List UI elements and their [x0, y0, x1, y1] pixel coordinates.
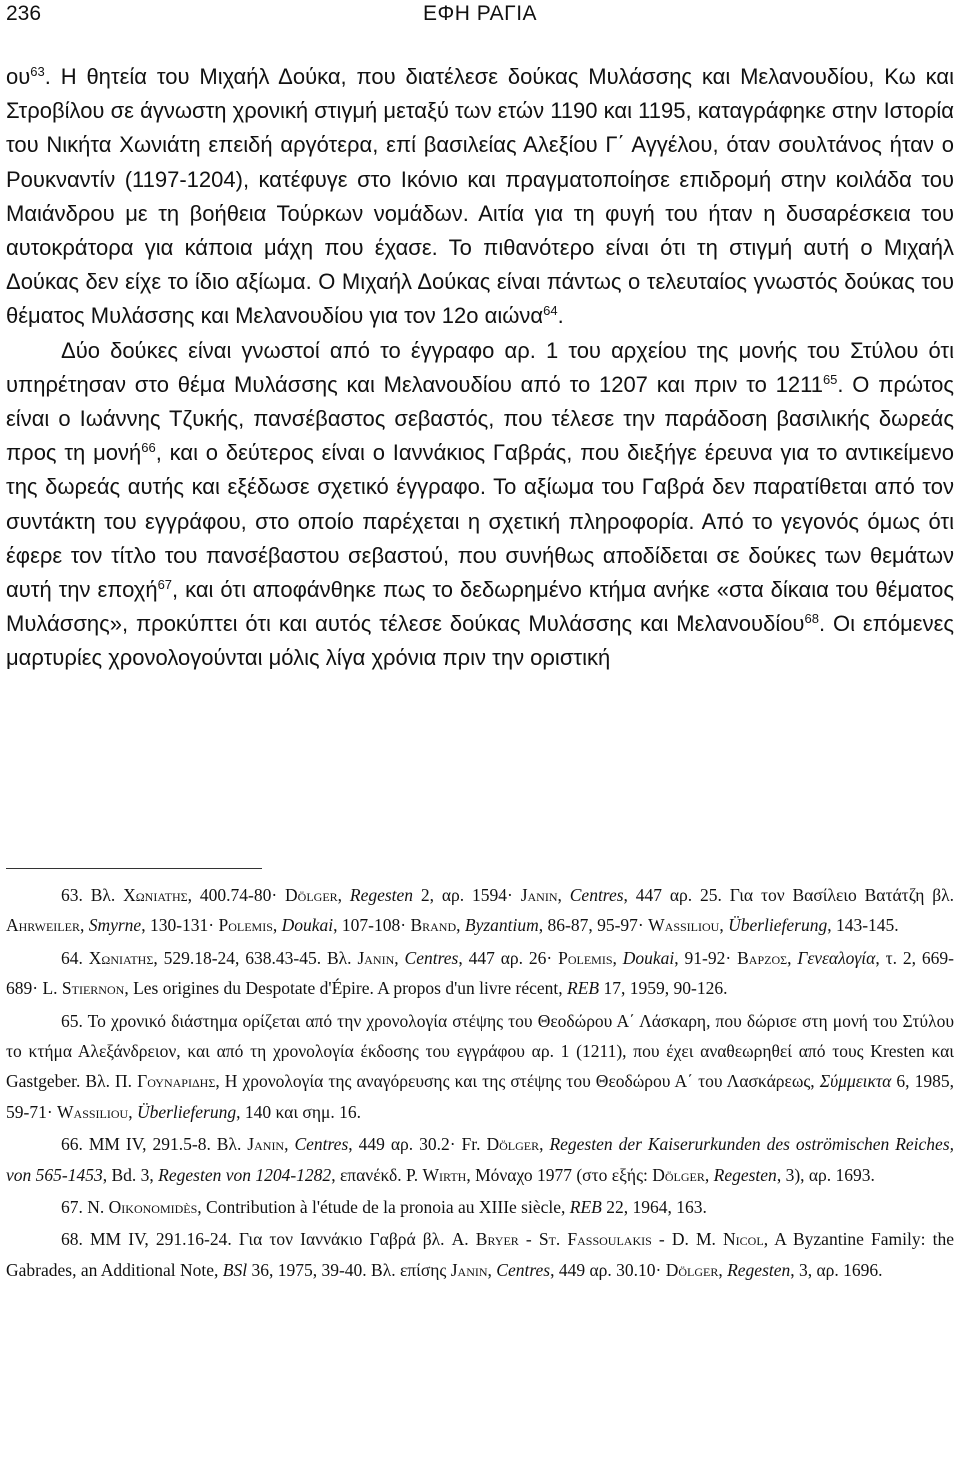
footnote-ref: 67	[157, 577, 173, 593]
text-run: . Ο πρώτος είναι ο Ιωάννης Τζυκής, πανσέβαστος σεβαστός, που τέλεσε την παράδοση βασιλικής δωρεάς προς τη μονή	[6, 371, 954, 466]
text-run: , και ότι αποφάνθηκε πως το δεδωρημένο κτήμα ανήκε «στα δίκαια του θέματος Μυλάσσης», προκύπτει ότι και αυτός τέλεσε δούκας Μυλάσσης και Μελανουδίου	[6, 577, 954, 637]
text-run: Δύο δούκες είναι γνωστοί από το έγγραφο αρ. 1 του αρχείου της μονής του Στύλου ότι υπηρέτησαν στο θέμα Μυλάσσης και Μελανουδίου από το 1207 και πριν το 1211	[6, 337, 954, 397]
footnote-ref: 68	[804, 611, 819, 627]
text-run: , και ο δεύτερος είναι ο Ιαννάκιος Γαβράς, που διεξήγε έρευνα για το αντικείμενο της δωρεάς αυτής και εξέδωσε σχετικό έγγραφο. Το αξίωμα του Γαβρά δεν παρατίθεται από τον συντάκτη του εγγράφου, στο οποίο παρέχεται η σχετική πληροφορία. Από το γεγονός όμως ότι έφερε τον τίτλο του πανσέβαστου σεβαστού, που συνήθως αποδίδεται σε δούκες των θεμάτων αυτή την εποχή	[6, 440, 954, 603]
main-text	[6, 60, 954, 676]
footnote-65: 65. Το χρονικό διάστημα ορίζεται από την χρονολογία στέψης του Θεοδώρου Α΄ Λάσκαρη, που δώρισε στη μονή του Στύλου το κτήμα Αλεξάνδρειον, και από τη χρονολογία έκδοσης του εγγράφου αρ. 1 (1211), που έχει αναθεωρηθεί από τους Kresten και Gastgeber. Βλ. Π. Γουναριδης, Η χρονολογία της αναγόρευσης και της στέψης του Θεοδώρου Α΄ του Λασκάρεως, Σύμμεικτα 6, 1985, 59-71· Wassiliou, Überlieferung, 140 και σημ. 16.	[6, 1010, 954, 1122]
text-run: . Οι επόμενες μαρτυρίες χρονολογούνται μόλις λίγα χρόνια πριν την οριστική	[6, 611, 954, 671]
page-header	[0, 0, 960, 40]
footnote-67: 67. N. Oikonomidès, Contribution à l'étude de la pronoia au XIIIe siècle, REB 22, 1964, 163.	[61, 1197, 707, 1218]
footnote-63: 63. Βλ. Χωνιατης, 400.74-80· Dölger, Regesten 2, αρ. 1594· Janin, Centres, 447 αρ. 25. Για τον Βασίλειο Βατάτζη βλ. Ahrweiler, Smyrne, 130-131· Polemis, Doukai, 107-108· Brand, Byzantium, 86-87, 95-97· Wassiliou, Überlieferung, 143-145.	[6, 885, 955, 936]
footnote-64: 64. Χωνιατης, 529.18-24, 638.43-45. Βλ. Janin, Centres, 447 αρ. 26· Polemis, Doukai, 91-92· Βαρζος, Γενεαλογία, τ. 2, 669-689· L. Stiernon, Les origines du Despotate d'Épire. A propos d'un livre récent, REB 17, 1959, 90-126.	[6, 947, 955, 999]
text-run: ου	[6, 64, 31, 89]
footnotes	[6, 880, 954, 1287]
text-run: . Η θητεία του Μιχαήλ Δούκα, που διατέλεσε δούκας Μυλάσσης και Μελανουδίου, Κω και Στροβίλου σε άγνωστη χρονική στιγμή μεταξύ των ετών 1190 και 1195, καταγράφηκε στην Ιστορία του Νικήτα Χωνιάτη επειδή αργότερα, επί βασιλείας Αλεξίου Γ΄ Αγγέλου, όταν σουλτάνος ήταν ο Ρουκναντίν (1197-1204), κατέφυγε στο Ικόνιο και πραγματοποίησε επιδρομή στην κοιλάδα του Μαιάνδρου με τη βοήθεια Τούρκων νομάδων. Αιτία για τη φυγή του ήταν η δυσαρέσκεια του αυτοκράτορα για κάποια μάχη που έχασε. Το πιθανότερο είναι ότι τη στιγμή αυτή ο Μιχαήλ Δούκας δεν είχε το ίδιο αξίωμα. Ο Μιχαήλ Δούκας είναι πάντως ο τελευταίος γνωστός δούκας του θέματος Μυλάσσης και Μελανουδίου για τον 12ο αιώνα	[6, 64, 954, 329]
footnote-66: 66. ΜΜ IV, 291.5-8. Βλ. Janin, Centres, 449 αρ. 30.2· Fr. Dölger, Regesten der Kaiserurkunden des oströmischen Reiches, von 565-1453, Bd. 3, Regesten von 1204-1282, επανέκδ. P. Wirth, Μόναχο 1977 (στο εξής: Dölger, Regesten, 3), αρ. 1693.	[6, 1134, 955, 1185]
footnote-ref: 64	[543, 303, 558, 319]
footnote-ref: 63	[30, 64, 45, 79]
footnote-ref: 65	[822, 371, 838, 387]
footnote-68: 68. ΜΜ IV, 291.16-24. Για τον Ιαννάκιο Γαβρά βλ. A. Bryer - St. Fassoulakis - D. M. Nicol, A Byzantine Family: the Gabrades, an Additional Note, BSl 36, 1975, 39-40. Βλ. επίσης Janin, Centres, 449 αρ. 30.10· Dölger, Regesten, 3, αρ. 1696.	[6, 1229, 955, 1280]
running-head: ΕΦΗ ΡΑΓΙΑ	[422, 2, 538, 25]
paragraph	[6, 334, 954, 676]
text-run: .	[557, 303, 564, 329]
footnote-ref: 66	[141, 440, 156, 456]
footnote-separator	[6, 868, 262, 869]
page-number: 236	[6, 2, 42, 25]
paragraph	[6, 60, 954, 334]
